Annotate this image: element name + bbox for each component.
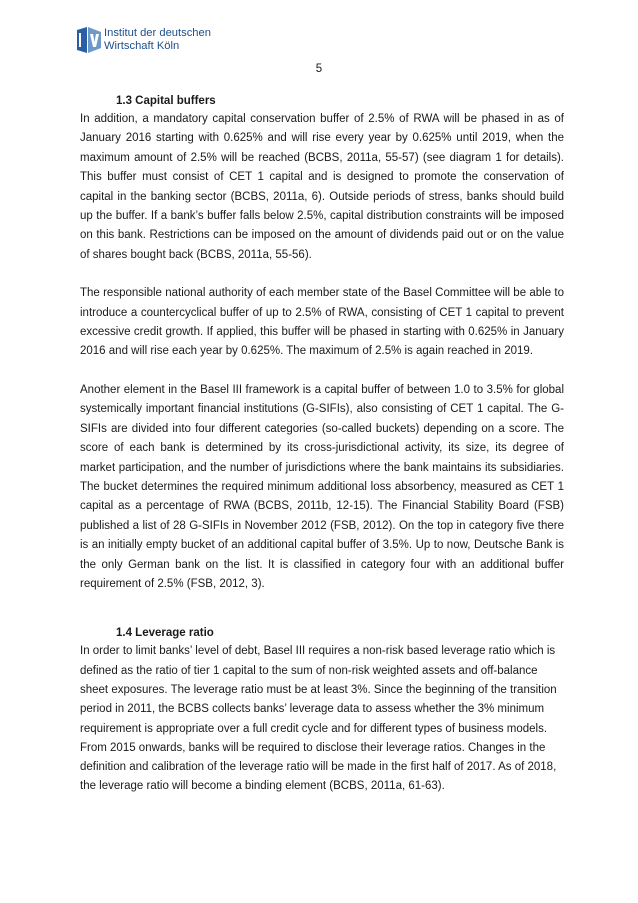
paragraph-gap xyxy=(80,362,564,381)
logo-mark-icon xyxy=(76,26,102,54)
institute-logo xyxy=(76,24,216,60)
section-gap xyxy=(80,594,564,624)
logo-line-2: Wirtschaft Köln xyxy=(104,40,180,52)
paragraph-gsifi-buffer: Another element in the Basel III framework is a capital buffer of between 1.0 to 3.5% for global systemically important financial institutions (G-SIFIs), also consisting of CET 1 capital. The G-SIFIs are divided into four different categories (so-called buckets) depending on a score. The score of each bank is determined by its cross-jurisdictional activity, its size, its degree of market participation, and the number of jurisdictions where the bank maintains its subsidiaries. The bucket determines the required minimum additional loss absorbency, measured as CET 1 capital as a percentage of RWA (BCBS, 2011b, 12-15). The Financial Stability Board (FSB) published a list of 28 G-SIFIs in November 2012 (FSB, 2012). On the top in category five there is an initially empty bucket of an additional capital buffer of 3.5%. Up to now, Deutsche Bank is the only German bank on the list. It is classified in category four with an additional buffer requirement of 2.5% (FSB, 2012, 3). xyxy=(80,383,564,590)
page-number: 5 xyxy=(315,63,323,75)
logo-line-1: Institut der deutschen xyxy=(104,27,211,39)
paragraph-leverage-ratio: In order to limit banks’ level of debt, Basel III requires a non-risk based leverage ratio which is defined as the ratio of tier 1 capital to the sum of non-risk weighted assets and off-balance sheet exposures. The leverage ratio must be at least 3%. Since the beginning of the transition period in 2011, the BCBS collects banks’ leverage data to assess whether the 3% minimum requirement is appropriate over a full credit cycle and for different types of business models. From 2015 onwards, banks will be required to disclose their leverage ratios. Changes in the definition and calibration of the leverage ratio will be made in the first half of 2017. As of 2018, the leverage ratio will become a binding element (BCBS, 2011a, 61-63). xyxy=(80,645,557,793)
section-heading-capital-buffers: 1.3 Capital buffers xyxy=(116,95,216,107)
paragraph-countercyclical-buffer: The responsible national authority of each member state of the Basel Committee will be able to introduce a countercyclical buffer of up to 2.5% of RWA, consisting of CET 1 capital to prevent excessive credit growth. If applied, this buffer will be phased in starting with 0.625% in January 2016 and will rise each year by 0.625%. The maximum of 2.5% is again reached in 2019. xyxy=(80,287,564,358)
logo-text xyxy=(104,27,211,53)
paragraph-conservation-buffer: In addition, a mandatory capital conservation buffer of 2.5% of RWA will be phased in as of January 2016 starting with 0.625% and will rise every year by 0.625% until 2019, when the maximum amount of 2.5% will be reached (BCBS, 2011a, 55-57) (see diagram 1 for details). This buffer must consist of CET 1 capital and is designed to promote the conservation of capital in the banking sector (BCBS, 2011a, 6). Outside periods of stress, banks should build up the buffer. If a bank’s buffer falls below 2.5%, capital distribution constraints will be imposed on this bank. Restrictions can be imposed on the amount of dividends paid out or on the value of shares bought back (BCBS, 2011a, 55-56). xyxy=(80,113,564,261)
paragraph-gap xyxy=(80,265,564,284)
section-heading-leverage-ratio: 1.4 Leverage ratio xyxy=(116,627,214,640)
document-body xyxy=(80,92,564,797)
